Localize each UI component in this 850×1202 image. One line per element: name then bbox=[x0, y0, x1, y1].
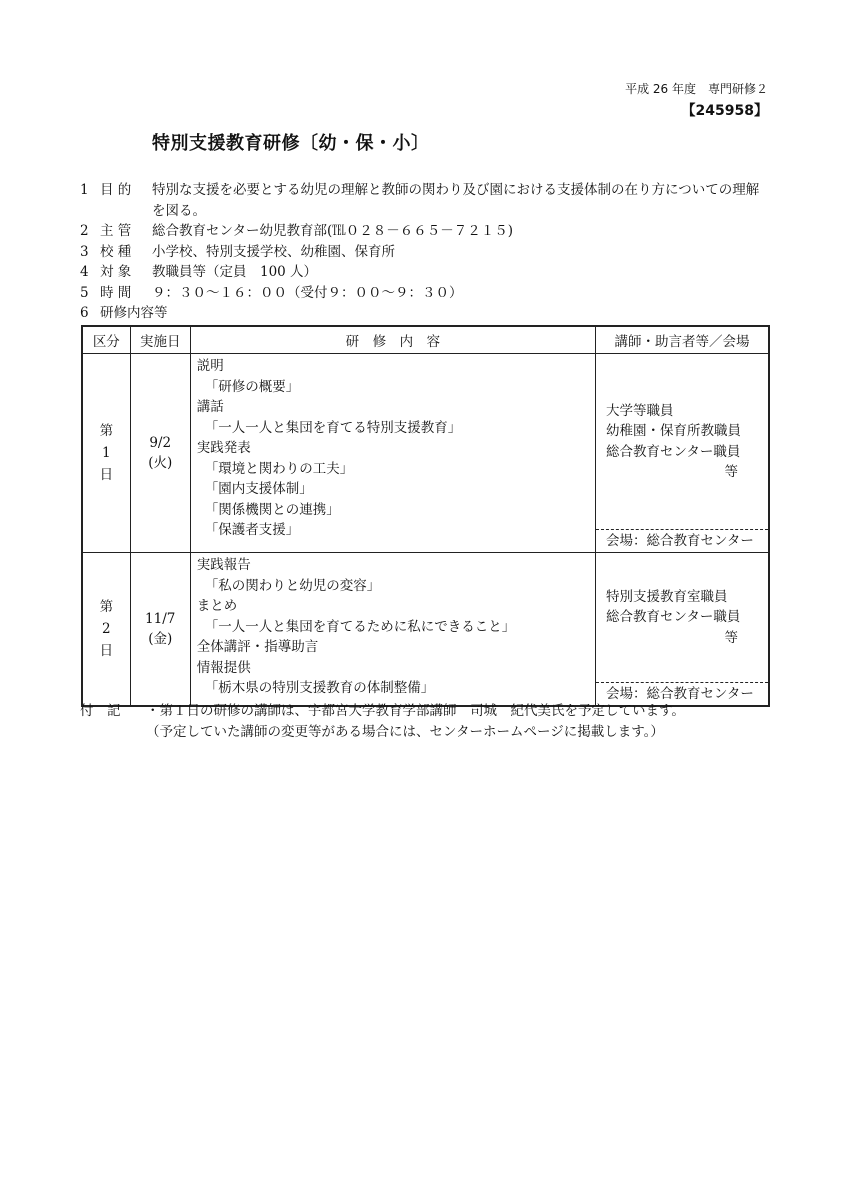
list-item bbox=[80, 242, 772, 263]
item-label: 時 間 bbox=[100, 284, 132, 301]
header-staff: 講師・助言者等／会場 bbox=[595, 326, 769, 354]
day-label: 日 bbox=[99, 467, 114, 483]
content-line: 実践報告 bbox=[196, 557, 251, 573]
table-row bbox=[82, 354, 769, 553]
content-line: 「研修の概要」 bbox=[204, 378, 300, 395]
content-line: 「園内支援体制」 bbox=[204, 481, 313, 497]
weekday: (火) bbox=[148, 455, 173, 471]
staff-line: 大学等職員 bbox=[605, 402, 674, 419]
content-line: まとめ bbox=[196, 598, 238, 614]
item-label: 校 種 bbox=[100, 243, 132, 260]
day-label: 第 bbox=[99, 599, 114, 615]
note-line: ・第１日の研修の講師は、宇都宮大学教育学部講師 司城 紀代美氏を予定しています。 bbox=[146, 703, 685, 719]
day-cell bbox=[82, 553, 130, 707]
item-text: 教職員等（定員 100 人） bbox=[152, 264, 318, 280]
note-line: （予定していた講師の変更等がある場合には、センターホームページに掲載します。） bbox=[146, 723, 664, 740]
item-number: 5 bbox=[80, 284, 89, 301]
list-item bbox=[80, 221, 772, 242]
content-line: 情報提供 bbox=[196, 659, 251, 676]
content-line: 「環境と関わりの工夫」 bbox=[204, 460, 354, 477]
date-cell bbox=[130, 553, 190, 707]
day-number: 2 bbox=[102, 621, 111, 637]
day-label: 第 bbox=[99, 423, 114, 439]
content-line: 「私の関わりと幼児の変容」 bbox=[204, 577, 381, 594]
item-label: 研修内容等 bbox=[100, 305, 168, 321]
venue-label: 会場：総合教育センター bbox=[596, 529, 768, 552]
header-year: 平成 26 年度 専門研修２ bbox=[625, 82, 768, 96]
day-number: 1 bbox=[102, 445, 111, 461]
header-content: 研 修 内 容 bbox=[190, 326, 595, 354]
table-header-row bbox=[82, 326, 769, 354]
item-text: 総合教育センター幼児教育部(℡０２８－６６５－７２１５) bbox=[152, 223, 513, 239]
item-number: 2 bbox=[80, 223, 89, 239]
item-text: ９：３０～１６：００（受付９：００～９：３０） bbox=[152, 284, 463, 301]
list-item bbox=[80, 303, 772, 324]
course-code: 【245958】 bbox=[681, 103, 768, 119]
content-cell bbox=[190, 553, 595, 707]
table-row bbox=[82, 553, 769, 707]
weekday: (金) bbox=[148, 631, 173, 647]
item-list bbox=[80, 180, 772, 324]
schedule-table bbox=[81, 325, 770, 707]
staff-cell bbox=[595, 553, 769, 707]
item-number: 4 bbox=[80, 264, 89, 280]
content-line: 全体講評・指導助言 bbox=[196, 639, 319, 655]
content-line: 説明 bbox=[196, 358, 224, 374]
item-text: 特別な支援を必要とする幼児の理解と教師の関わり及び園における支援体制の在り方についての理解を図る。 bbox=[152, 182, 760, 219]
staff-cell bbox=[595, 354, 769, 553]
note-label: 付 記 bbox=[80, 703, 121, 719]
list-item bbox=[80, 262, 772, 283]
staff-line: 幼稚園・保育所教職員 bbox=[605, 423, 741, 439]
item-number: 1 bbox=[80, 182, 89, 198]
page-title: 特別支援教育研修〔幼・保・小〕 bbox=[152, 133, 430, 154]
item-number: 3 bbox=[80, 243, 89, 260]
note-section bbox=[80, 701, 685, 742]
staff-line: 総合教育センター職員 bbox=[605, 609, 741, 626]
item-label: 対 象 bbox=[100, 264, 132, 280]
content-line: 実践発表 bbox=[196, 440, 251, 456]
content-line: 「一人一人と集団を育てる特別支援教育」 bbox=[204, 419, 462, 436]
content-line: 「関係機関との連携」 bbox=[204, 501, 340, 518]
date-cell bbox=[130, 354, 190, 553]
content-line: 「保護者支援」 bbox=[204, 522, 300, 538]
staff-line: 特別支援教育室職員 bbox=[605, 588, 728, 605]
date-value: 9/2 bbox=[149, 435, 172, 451]
day-label: 日 bbox=[99, 643, 114, 659]
content-cell bbox=[190, 354, 595, 553]
content-line: 「栃木県の特別支援教育の体制整備」 bbox=[204, 680, 435, 696]
content-line: 講話 bbox=[196, 399, 224, 415]
item-text: 小学校、特別支援学校、幼稚園、保育所 bbox=[152, 243, 395, 260]
header-kubun: 区分 bbox=[82, 326, 130, 354]
date-value: 11/7 bbox=[145, 611, 176, 627]
item-label: 目 的 bbox=[100, 182, 132, 198]
item-label: 主 管 bbox=[100, 223, 132, 239]
day-cell bbox=[82, 354, 130, 553]
content-line: 「一人一人と集団を育てるために私にできること」 bbox=[204, 618, 516, 635]
list-item bbox=[80, 180, 772, 221]
header-date: 実施日 bbox=[130, 326, 190, 354]
staff-suffix: 等 bbox=[724, 464, 738, 480]
staff-suffix: 等 bbox=[724, 629, 738, 646]
staff-line: 総合教育センター職員 bbox=[605, 443, 741, 460]
item-number: 6 bbox=[80, 305, 89, 321]
venue-label: 会場：総合教育センター bbox=[596, 682, 768, 705]
list-item bbox=[80, 283, 772, 304]
